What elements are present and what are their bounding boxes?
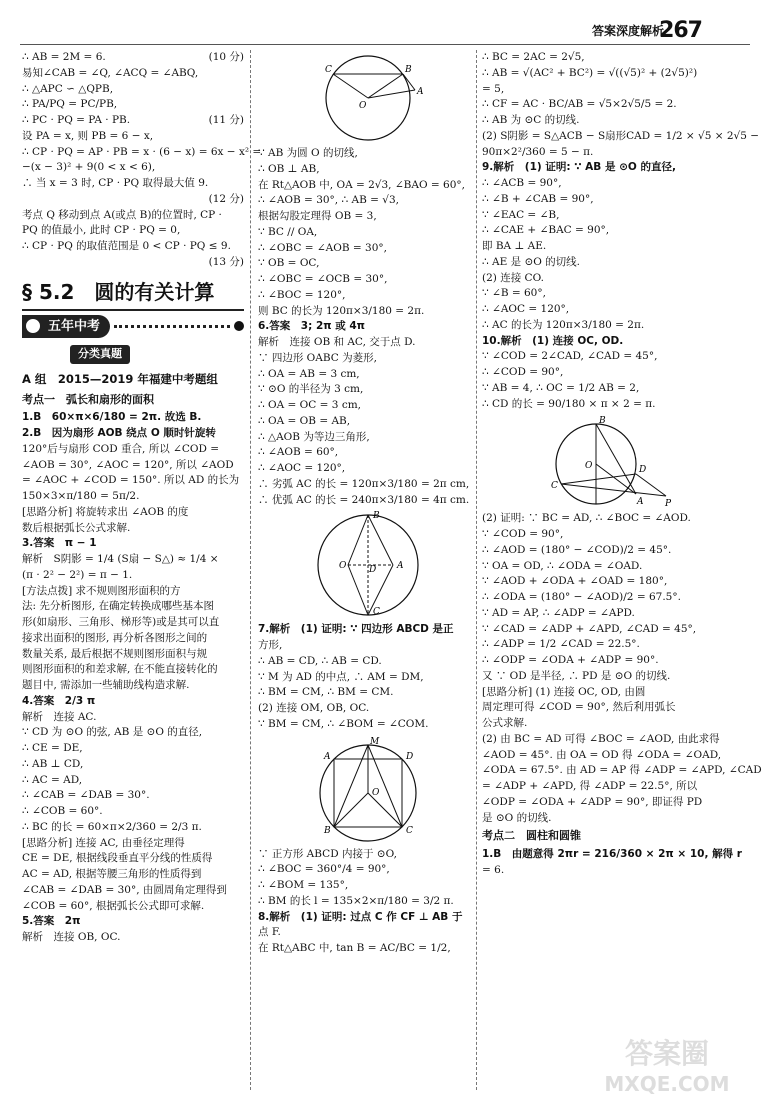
text-line: 周定理可得 ∠COD = 90°, 然后利用弧长: [482, 701, 676, 714]
text-line: ∴ 优弧 AC 的长 = 240π×3/180 = 4π cm.: [258, 493, 470, 506]
svg-text:MXQE.COM: MXQE.COM: [604, 1072, 730, 1096]
text-line: ∴ ∠CAB = ∠DAB = 30°.: [22, 789, 150, 802]
line-text: ∴ 当 x = 3 时, CP · PQ 取得最大值 9.: [22, 177, 209, 189]
text-line: 4.答案 2/3 π: [22, 694, 96, 707]
text-line: 在 Rt△AOB 中, OA = 2√3, ∠BAO = 60°,: [258, 178, 465, 191]
text-line: ∴ ∠AOB = 30°, ∴ AB = √3,: [258, 194, 399, 207]
banner-end-dot: [234, 321, 244, 331]
text-line: ∠CAB = ∠DAB = 30°, 由圆周角定理得到: [22, 883, 227, 896]
text-line: (2) 由 BC = AD 可得 ∠BOC = ∠AOD, 由此求得: [482, 732, 720, 745]
text-line: ∵ 正方形 ABCD 内接于 ⊙O,: [258, 847, 397, 860]
text-line: 公式求解.: [482, 717, 528, 729]
line-text: 设 PA = x, 则 PB = 6 − x,: [22, 129, 154, 142]
text-line: (2) 连接 OM, OB, OC.: [258, 702, 370, 714]
text-line: ∴ CF = AC · BC/AB = √5×2√5/5 = 2.: [482, 98, 677, 111]
text-line: ∠COB = 60°, 根据弧长公式即可求解.: [22, 899, 205, 912]
line-text: [22, 192, 209, 208]
page-header: [0, 0, 750, 42]
text-line: 3.答案 π − 1: [22, 537, 97, 550]
point-label: A: [637, 497, 644, 508]
text-line: 1.B 由题意得 2πr = 216/360 × 2π × 10, 解得 r: [482, 847, 742, 860]
text-line: = 6.: [482, 863, 505, 876]
solutions-list: [258, 622, 478, 732]
text-line: 方形,: [258, 639, 283, 651]
text-line: ∴ ∠COD = 90°,: [482, 366, 564, 378]
text-line: ∠ODA = 67.5°. 由 AD = AP 得 ∠ADP = ∠APD, ∠CAD: [482, 764, 762, 777]
point-label: D: [369, 565, 377, 576]
figure-circle-tangent: [303, 52, 433, 144]
text-line: [22, 145, 262, 161]
text-line: ∴ BC 的长 = 60×π×2/360 = 2/3 π.: [22, 820, 202, 833]
text-line: ∵ ⊙O 的半径为 3 cm,: [258, 383, 364, 396]
line-text: 考点 Q 移动到点 A(或点 B)的位置时, CP ·: [22, 208, 222, 221]
text-line: 数量关系, 最后根据不规则图形面积与规: [22, 647, 208, 660]
text-line: 150×3×π/180 = 5π/2.: [22, 490, 140, 502]
point-label: M: [370, 736, 380, 747]
text-line: ∴ BM = CM, ∴ BM = CM.: [258, 686, 394, 699]
line-text: ∴ PA/PQ = PC/PB,: [22, 98, 118, 111]
text-line: ∵ ∠COD = 90°,: [482, 528, 564, 540]
text-line: ∴ ∠ADP = 1/2 ∠CAD = 22.5°.: [482, 638, 640, 651]
header-title: 答案深度解析: [591, 24, 664, 38]
figure-square-circle: [308, 735, 428, 845]
text-line: 则 BC 的长为 120π×3/180 = 2π.: [258, 304, 425, 317]
text-line: = ∠AOC + ∠COD = 150°. 所以 AD 的长为: [22, 474, 240, 487]
text-line: ∴ ∠CAE + ∠BAC = 90°,: [482, 224, 610, 237]
solutions-list: [258, 847, 478, 957]
line-text: ∴ △APC ∽ △QPB,: [22, 82, 114, 95]
group-heading: A 组 2015—2019 年福建中考题组: [22, 371, 218, 386]
text-line: [思路分析] (1) 连接 OC, OD, 由圆: [482, 685, 646, 698]
solutions-list: [482, 50, 760, 412]
point-label: A: [417, 87, 424, 97]
line-text: ∴ PC · PQ = PA · PB.: [22, 114, 131, 126]
text-line: CE = DE, 根据线段垂直平分线的性质得: [22, 852, 213, 865]
text-line: 9.解析 (1) 证明: ∵ AB 是 ⊙O 的直径,: [482, 161, 676, 174]
score-label: (10 分): [208, 51, 244, 63]
solutions-list: [482, 847, 742, 879]
text-line: ∵ AB = 4, ∴ OC = 1/2 AB = 2,: [482, 381, 640, 394]
text-line: ∴ ∠BOM = 135°,: [258, 879, 349, 891]
text-line: 10.解析 (1) 连接 OC, OD.: [482, 334, 624, 347]
score-label: (12 分): [208, 192, 244, 205]
text-line: 解析 连接 OB 和 AC, 交于点 D.: [258, 336, 416, 348]
line-text: ∴ CP · PQ 的取值范围是 0 < CP · PQ ≤ 9.: [22, 240, 231, 252]
banner-label: 五年中考: [22, 315, 110, 339]
column-divider: [250, 50, 251, 1090]
text-line: (2) 证明: ∵ BC = AD, ∴ ∠BOC = ∠AOD.: [482, 512, 691, 525]
text-line: [22, 50, 244, 66]
header-rule: [20, 44, 750, 45]
text-line: ∴ ∠AOC = 120°,: [482, 303, 570, 315]
text-line: 点 F.: [258, 926, 281, 939]
text-line: ∵ ∠EAC = ∠B,: [482, 208, 560, 221]
point-label: B: [405, 65, 412, 75]
text-line: ∵ ∠CAD = ∠ADP + ∠APD, ∠CAD = 45°,: [482, 622, 697, 635]
text-line: [22, 97, 244, 113]
text-line: ∵ ∠B = 60°,: [482, 287, 546, 300]
text-line: 1.B 60×π×6/180 = 2π. 故选 B.: [22, 411, 202, 424]
text-line: ∴ BC = 2AC = 2√5,: [482, 51, 585, 63]
text-line: [22, 160, 244, 176]
text-line: ∠ODP = ∠ODA + ∠ADP = 90°, 即证得 PD: [482, 795, 703, 808]
text-line: ∵ OB = OC,: [258, 257, 320, 270]
text-line: [22, 113, 244, 129]
column-2: [258, 50, 478, 957]
point-label: P: [665, 499, 672, 510]
banner-dots: [114, 325, 230, 328]
text-line: (π · 2² − 2²) = π − 1.: [22, 568, 133, 581]
line-text: PQ 的值最小, 此时 CP · PQ = 0,: [22, 224, 181, 237]
text-line: ∵ AB 为圆 O 的切线,: [258, 147, 358, 159]
category-tab: 分类真题: [70, 345, 130, 364]
figure-rhombus-circle: [303, 510, 433, 620]
solutions-list: [482, 511, 762, 826]
text-line: ∴ CD 的长 = 90/180 × π × 2 = π.: [482, 397, 656, 410]
point-label: C: [551, 481, 558, 492]
text-line: ∵ ∠AOD + ∠ODA + ∠OAD = 180°,: [482, 575, 668, 588]
point-label: O: [359, 101, 367, 111]
five-year-banner: [22, 315, 244, 339]
text-line: 题目中, 需添加一些辅助线构造求解.: [22, 679, 190, 691]
svg-text:答案圈: 答案圈: [624, 1037, 710, 1070]
text-line: ∵ ∠COD = 2∠CAD, ∠CAD = 45°,: [482, 350, 658, 363]
text-line: ∴ ∠BOC = 120°,: [258, 288, 346, 301]
point-label: A: [397, 561, 404, 572]
text-line: ∴ OA = AB = 3 cm,: [258, 367, 360, 380]
text-line: [22, 192, 244, 208]
text-line: [22, 129, 244, 145]
text-line: ∴ ∠AOB = 60°,: [258, 446, 339, 459]
text-line: [22, 223, 244, 239]
text-line: 8.解析 (1) 证明: 过点 C 作 CF ⊥ AB 于: [258, 910, 463, 923]
text-line: ∴ 劣弧 AC 的长 = 120π×3/180 = 2π cm,: [258, 477, 470, 490]
text-line: 形(如扇形、三角形、梯形等)或是其可以直: [22, 616, 220, 628]
text-line: [22, 255, 244, 271]
text-line: ∴ ∠BOC = 360°/4 = 90°,: [258, 863, 390, 876]
point-label: A: [324, 751, 331, 762]
text-line: [思路分析] 连接 AC, 由垂径定理得: [22, 836, 185, 849]
text-line: 是 ⊙O 的切线.: [482, 811, 552, 824]
text-line: ∴ AB 为 ⊙C 的切线.: [482, 114, 580, 126]
text-line: ∴ ∠ODP = ∠ODA + ∠ADP = 90°.: [482, 654, 659, 666]
text-line: [22, 82, 244, 98]
text-line: = ∠ADP + ∠APD, 得 ∠ADP = 22.5°, 所以: [482, 780, 698, 792]
text-line: 120°后与扇形 COD 重合, 所以 ∠COD =: [22, 442, 220, 455]
text-line: ∴ ∠ACB = 90°,: [482, 177, 562, 189]
text-line: 数后根据弧长公式求解.: [22, 521, 131, 534]
text-line: 又 ∵ OD 是半径, ∴ PD 是 ⊙O 的切线.: [482, 669, 671, 682]
text-line: 解析 连接 AC.: [22, 710, 97, 723]
point-label: C: [406, 825, 413, 836]
text-line: ∴ ∠OBC = ∠AOB = 30°,: [258, 241, 387, 254]
line-text: ∴ AB = 2M = 6.: [22, 51, 106, 63]
score-label: (11 分): [208, 114, 244, 126]
figure-tangent-pd: [541, 414, 671, 509]
line-text: [22, 255, 209, 271]
text-line: 根据勾股定理得 OB = 3,: [258, 210, 377, 222]
text-line: ∴ ∠ODA = (180° − ∠AOD)/2 = 67.5°.: [482, 591, 681, 603]
text-line: ∴ △AOB 为等边三角形,: [258, 430, 370, 443]
text-line: [思路分析] 将旋转求出 ∠AOB 的度: [22, 505, 189, 518]
text-line: ∴ OA = OB = AB,: [258, 414, 351, 427]
text-line: [22, 176, 244, 192]
page-number: 267: [659, 18, 702, 43]
point-label: D: [639, 465, 647, 476]
text-line: ∵ BC // OA,: [258, 225, 318, 238]
text-line: ∴ ∠AOC = 120°,: [258, 462, 346, 474]
text-line: [22, 208, 244, 224]
point-label: D: [406, 751, 414, 762]
line-text: ∴ CP · PQ = AP · PB = x · (6 − x) = 6x − x² =: [22, 145, 262, 158]
text-line: 解析 S阴影 = 1/4 (S扇 − S△) ≈ 1/4 ×: [22, 553, 219, 565]
text-line: ∴ BM 的长 l = 135×2×π/180 = 3/2 π.: [258, 894, 454, 907]
line-text: −(x − 3)² + 9(0 < x < 6),: [22, 161, 156, 174]
text-line: ∴ ∠AOD = (180° − ∠COD)/2 = 45°.: [482, 543, 672, 556]
text-line: ∴ OB ⊥ AB,: [258, 162, 320, 175]
section-title: § 5.2 圆的有关计算: [22, 277, 244, 311]
point-label: B: [324, 825, 331, 836]
text-line: 5.答案 2π: [22, 915, 81, 928]
text-line: 2.B 因为扇形 AOB 绕点 O 顺时针旋转: [22, 427, 216, 439]
text-line: 接求出面积的图形, 再分析各图形之间的: [22, 631, 208, 644]
text-line: ∴ ∠OBC = ∠OCB = 30°,: [258, 273, 388, 285]
text-line: ∴ ∠B + ∠CAB = 90°,: [482, 192, 594, 205]
text-line: ∴ AB = √(AC² + BC²) = √((√5)² + (2√5)²): [482, 66, 698, 79]
text-line: ∴ AB = CD, ∴ AB = CD.: [258, 654, 382, 667]
text-line: AC = AD, 根据等腰三角形的性质得到: [22, 868, 202, 880]
text-line: ∠AOB = 30°, ∠AOC = 120°, 所以 ∠AOD: [22, 458, 234, 471]
text-line: 在 Rt△ABC 中, tan B = AC/BC = 1/2,: [258, 942, 451, 954]
text-line: ∴ AB ⊥ CD,: [22, 757, 84, 770]
text-line: ∴ AC = AD,: [22, 773, 83, 786]
text-line: ∵ M 为 AD 的中点, ∴ AM = DM,: [258, 670, 424, 683]
text-line: ∴ OA = OC = 3 cm,: [258, 399, 361, 411]
text-line: ∵ 四边形 OABC 为菱形,: [258, 351, 377, 364]
text-line: ∴ CE = DE,: [22, 742, 83, 754]
text-line: (2) 连接 CO.: [482, 271, 544, 284]
point-label: O: [339, 561, 347, 572]
kaodian-heading: 考点一 弧长和扇形的面积: [22, 392, 154, 406]
text-line: ∴ AC 的长为 120π×3/180 = 2π.: [482, 318, 645, 331]
text-line: [方法点拨] 求不规则图形面积的方: [22, 584, 181, 597]
text-line: (2) S阴影 = S△ACB − S扇形CAD = 1/2 × √5 × 2√5 −: [482, 129, 760, 142]
line-text: 易知∠CAB = ∠Q, ∠ACQ = ∠ABQ,: [22, 66, 199, 79]
solution-continued: [22, 50, 262, 271]
column-1: [22, 50, 262, 946]
point-label: B: [373, 511, 380, 522]
point-label: C: [373, 607, 380, 618]
text-line: 法: 先分析图形, 在确定转换成哪些基本图: [22, 600, 215, 613]
text-line: ∵ CD 为 ⊙O 的弦, AB 是 ⊙O 的直径,: [22, 726, 203, 739]
text-line: 90π×2²/360 = 5 − π.: [482, 145, 594, 158]
text-line: 6.答案 3; 2π 或 4π: [258, 320, 365, 333]
text-line: ∵ AD = AP, ∴ ∠ADP = ∠APD.: [482, 606, 635, 619]
text-line: [22, 66, 244, 82]
column-3: [482, 50, 762, 878]
text-line: ∵ BM = CM, ∴ ∠BOM = ∠COM.: [258, 717, 429, 730]
solutions-list: [22, 410, 244, 946]
text-line: 即 BA ⊥ AE.: [482, 240, 547, 252]
point-label: C: [325, 65, 332, 75]
text-line: ∴ ∠COB = 60°.: [22, 805, 103, 817]
text-line: ∠AOD = 45°. 由 OA = OD 得 ∠ODA = ∠OAD,: [482, 748, 722, 761]
point-label: O: [372, 787, 380, 798]
kaodian-heading: 考点二 圆柱和圆锥: [482, 829, 581, 843]
text-line: = 5,: [482, 82, 505, 95]
text-line: ∵ OA = OD, ∴ ∠ODA = ∠OAD.: [482, 559, 643, 572]
text-line: [22, 239, 244, 255]
watermark-logo: [592, 1029, 742, 1099]
point-label: B: [599, 416, 606, 427]
point-label: O: [585, 461, 593, 472]
text-line: 则图形面积的和差求解, 在不能直接转化的: [22, 663, 218, 676]
text-line: ∴ AE 是 ⊙O 的切线.: [482, 255, 581, 268]
text-line: 7.解析 (1) 证明: ∵ 四边形 ABCD 是正: [258, 623, 454, 636]
solutions-list: [258, 146, 478, 508]
score-label: (13 分): [208, 255, 244, 268]
text-line: 解析 连接 OB, OC.: [22, 931, 121, 943]
